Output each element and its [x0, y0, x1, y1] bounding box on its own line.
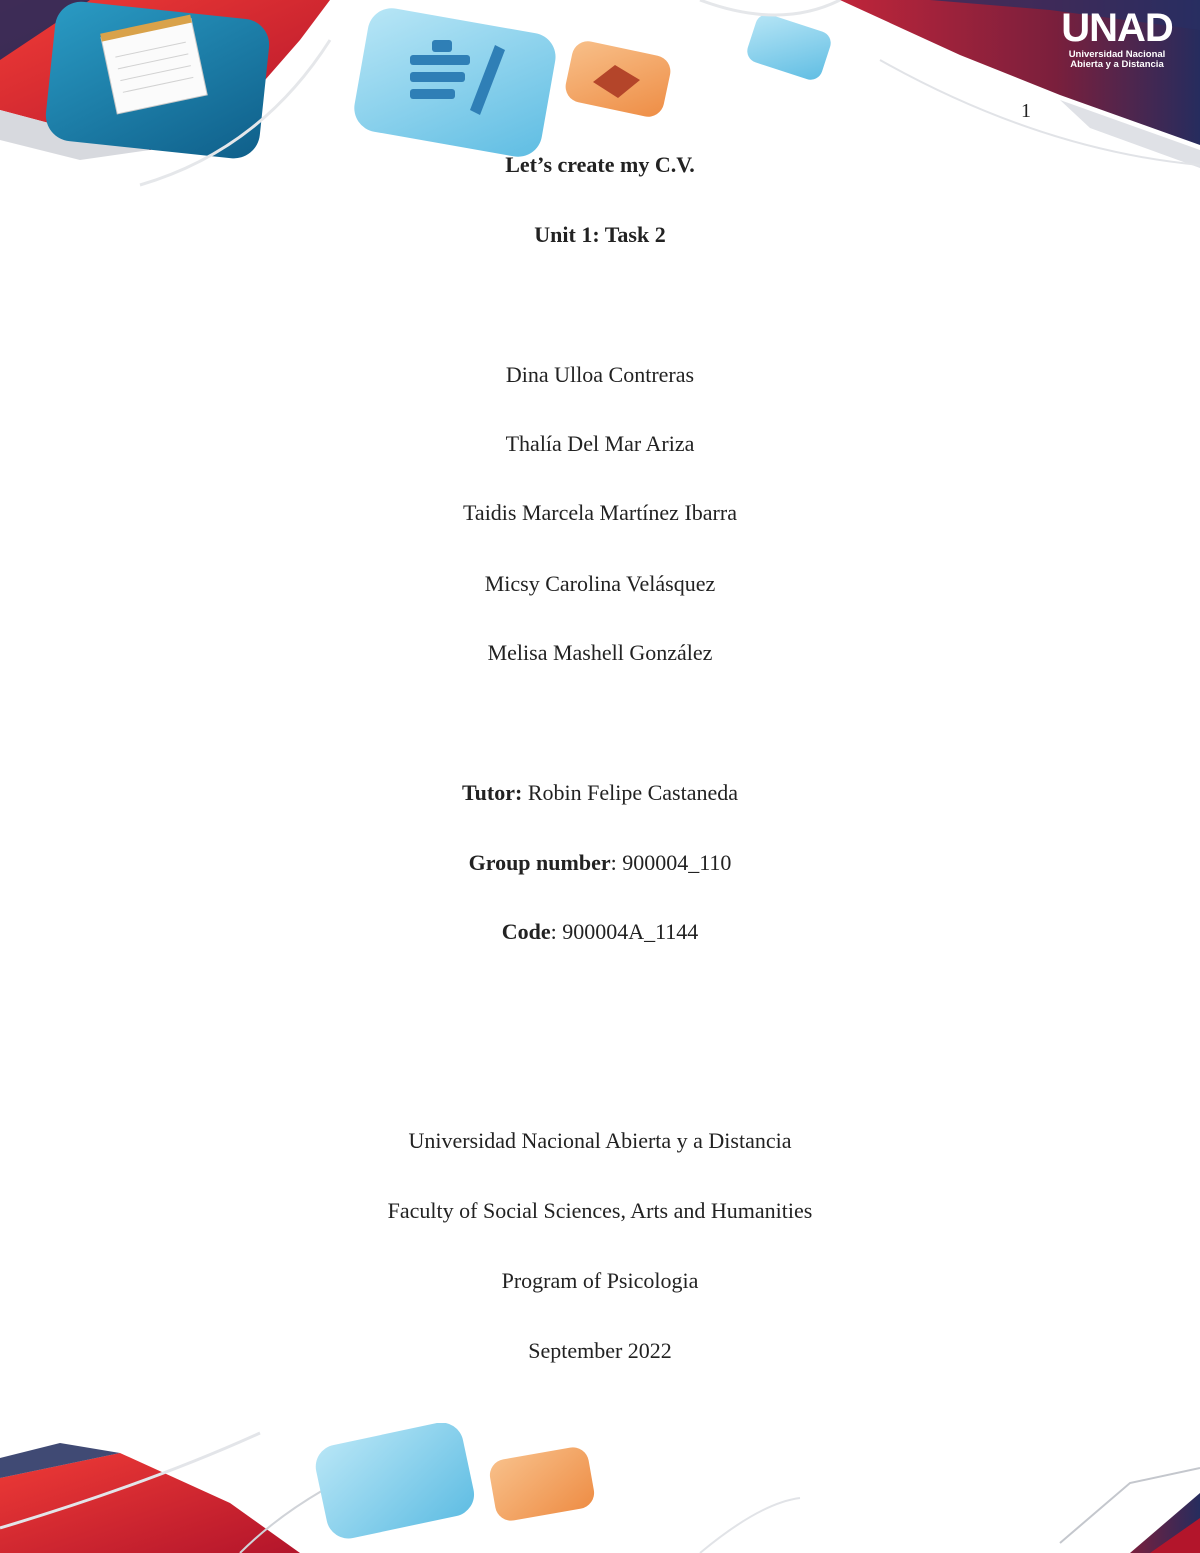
footer-decoration — [0, 1423, 1200, 1553]
code-label: Code — [501, 919, 551, 944]
unad-logo — [1052, 6, 1182, 86]
group-number-line — [0, 850, 1200, 876]
group-number-value: : 900004_110 — [610, 850, 732, 875]
document-title: Let’s create my C.V. — [505, 152, 695, 177]
document-subtitle: Unit 1: Task 2 — [534, 222, 666, 247]
author-name: Taidis Marcela Martínez Ibarra — [463, 500, 737, 525]
code-line — [0, 919, 1200, 945]
group-number-label: Group number — [468, 850, 611, 875]
code-value: : 900004A_1144 — [550, 919, 699, 944]
tutor-line — [0, 780, 1200, 806]
document-date: September 2022 — [528, 1338, 672, 1363]
author-name: Thalía Del Mar Ariza — [505, 431, 695, 456]
tutor-value: Robin Felipe Castaneda — [522, 780, 738, 805]
author-name: Melisa Mashell González — [487, 640, 713, 665]
logo-subtitle-line2: Abierta y a Distancia — [1070, 59, 1164, 70]
author-name: Micsy Carolina Velásquez — [484, 571, 716, 596]
logo-subtitle-line1: Universidad Nacional — [1068, 49, 1166, 60]
faculty-name: Faculty of Social Sciences, Arts and Humanities — [387, 1198, 813, 1223]
university-name: Universidad Nacional Abierta y a Distancia — [408, 1128, 792, 1153]
program-name: Program of Psicologia — [501, 1268, 699, 1293]
author-name: Dina Ulloa Contreras — [505, 362, 695, 387]
page-number: 1 — [1021, 100, 1031, 122]
logo-wordmark: UNAD — [1061, 6, 1173, 50]
tutor-label: Tutor: — [462, 780, 523, 805]
